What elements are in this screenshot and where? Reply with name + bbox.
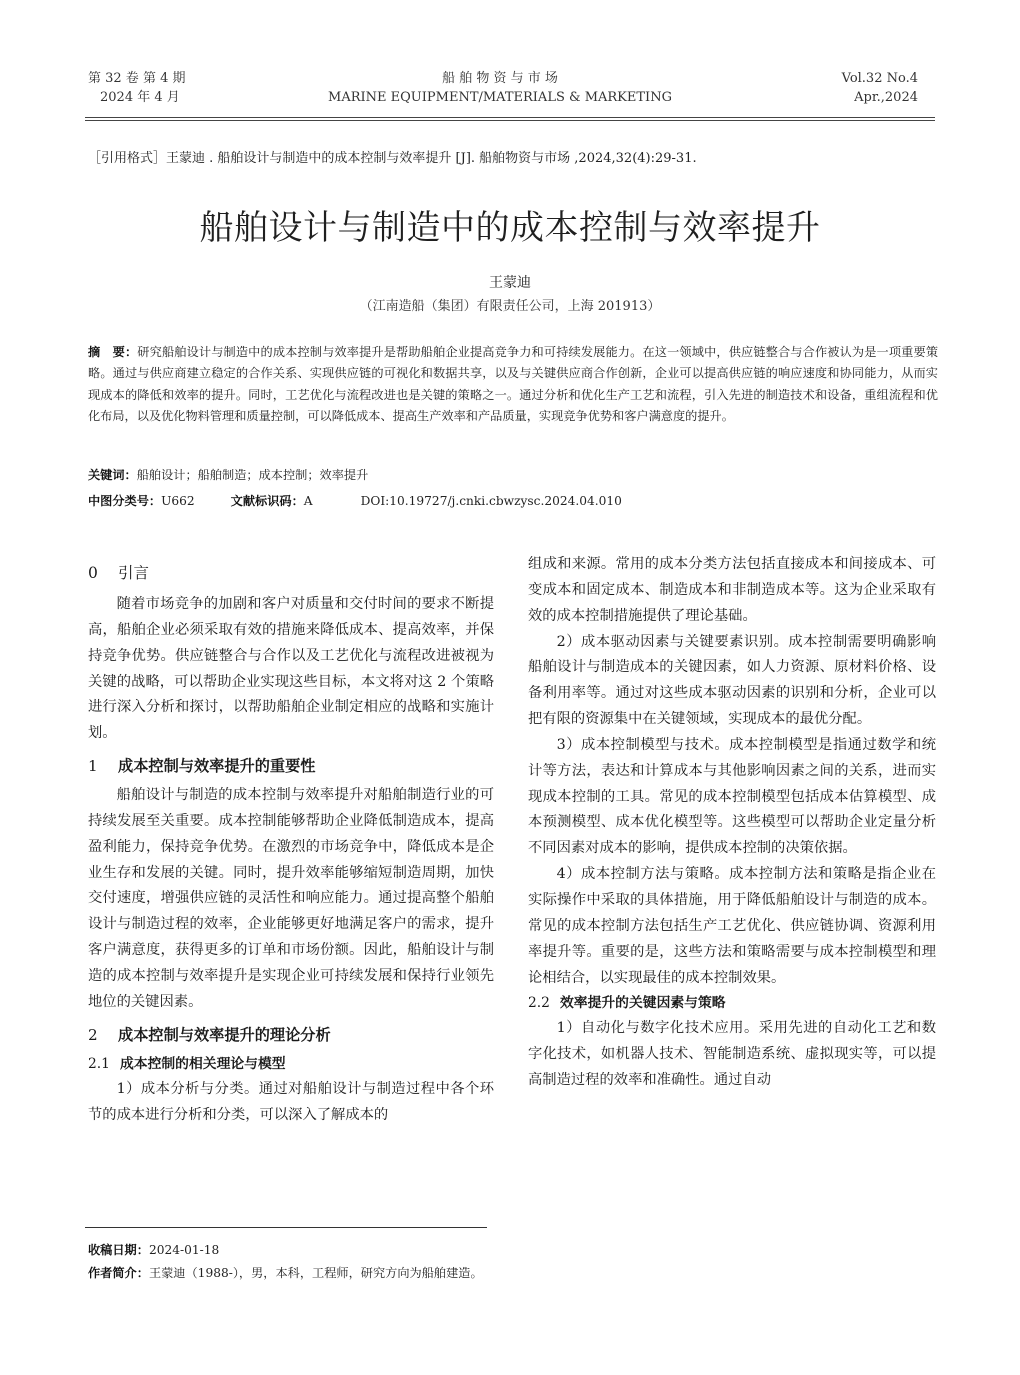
volume-issue-cn: 第 32 卷 第 4 期 (88, 71, 186, 86)
keywords-text: 船舶设计；船舶制造；成本控制；效率提升 (136, 468, 369, 482)
section-1-heading (88, 753, 494, 779)
paragraph: 2）成本驱动因素与关键要素识别。成本控制需要明确影响船舶设计与制造成本的关键因素，如人力资源、原材料价格、设备利用率等。通过对这些成本驱动因素的识别和分析，企业可以把有限的资源集中在关键领域，实现成本的最优分配。 (528, 633, 936, 728)
keywords (88, 466, 368, 483)
author-name: 王蒙迪 (489, 275, 531, 291)
clc-label: 中图分类号： (88, 494, 162, 508)
abstract-label: 摘 要： (88, 345, 138, 359)
subsection-title: 效率提升的关键因素与策略 (560, 995, 726, 1012)
section-title: 引言 (118, 564, 150, 582)
received-value: 2024-01-18 (148, 1243, 220, 1257)
citation-format (88, 147, 697, 166)
header-rule-thin (85, 117, 935, 118)
section-number: 0 (88, 564, 98, 582)
subsection-2-2-heading (528, 991, 936, 1016)
subsection-number: 2.1 (88, 1055, 110, 1072)
journal-volume-info (88, 69, 185, 107)
date-en: Apr.,2024 (854, 90, 918, 105)
bio-label: 作者简介： (88, 1266, 149, 1280)
received-label: 收稿日期： (88, 1243, 149, 1257)
subsection-number: 2.2 (528, 995, 550, 1012)
footnote-rule (85, 1227, 487, 1228)
subsection-2-1-heading (88, 1052, 494, 1077)
section-number: 1 (88, 757, 98, 776)
journal-name (300, 69, 700, 107)
classification-line (88, 492, 622, 509)
citation-text: 王蒙迪 . 船舶设计与制造中的成本控制与效率提升 [J]. 船舶物资与市场 ,2024,32(4):29-31. (166, 151, 697, 166)
abstract (88, 342, 938, 427)
subsection-title: 成本控制的相关理论与模型 (120, 1055, 286, 1072)
section-title: 成本控制与效率提升的重要性 (118, 757, 316, 776)
author-affiliation: （江南造船（集团）有限责任公司，上海 201913） (359, 299, 661, 314)
abstract-text: 研究船舶设计与制造中的成本控制与效率提升是帮助船舶企业提高竞争力和可持续发展能力。在这一领域中，供应链整合与合作被认为是一项重要策略。通过与供应商建立稳定的合作关系、实现供应链的可视化和数据共享，以及与关键供应商合作创新，企业可以提高供应链的响应速度和协同能力，从而实现成本的降低和效率的提升。同时，工艺优化与流程改进也是关键的策略之一。通过分析和优化生产工艺和流程，引入先进的制造技术和设备，重组流程和优化布局，以及优化物料管理和质量控制，可以降低成本、提高生产效率和产品质量，实现竞争优势和客户满意度的提升。 (88, 345, 939, 423)
section-2-heading (88, 1022, 494, 1048)
journal-name-en: MARINE EQUIPMENT/MATERIALS & MARKETING (328, 90, 672, 105)
section-title: 成本控制与效率提升的理论分析 (118, 1025, 331, 1044)
paragraph: 船舶设计与制造的成本控制与效率提升对船舶制造行业的可持续发展至关重要。成本控制能够帮助企业降低制造成本，提高盈利能力，保持竞争优势。在激烈的市场竞争中，降低成本是企业生存和发展的关键。同时，提升效率能够缩短制造周期，加快交付速度，增强供应链的灵活性和响应能力。通过提高整个船舶设计与制造过程的效率，企业能够更好地满足客户的需求，提升客户满意度，获得更多的订单和市场份额。因此，船舶设计与制造的成本控制与效率提升是实现企业可持续发展和保持行业领先地位的关键因素。 (88, 787, 494, 1010)
volume-issue-en: Vol.32 No.4 (841, 71, 918, 86)
doc-code-value: A (303, 494, 313, 508)
bio-value: 王蒙迪（1988-），男，本科，工程师，研究方向为船舶建造。 (148, 1266, 483, 1280)
header-rule-thick (85, 120, 935, 121)
paragraph: 3）成本控制模型与技术。成本控制模型是指通过数学和统计等方法，表达和计算成本与其他影响因素之间的关系，进而实现成本控制的工具。常见的成本控制模型包括成本估算模型、成本预测模型、成本优化模型等。这些模型可以帮助企业定量分析不同因素对成本的影响，提供成本控制的决策依据。 (528, 736, 936, 857)
received-date (88, 1241, 219, 1258)
doi: DOI:10.19727/j.cnki.cbwzysc.2024.04.010 (360, 494, 622, 508)
keywords-label: 关键词： (88, 468, 137, 482)
journal-volume-info-en (842, 69, 918, 107)
paper-title: 船舶设计与制造中的成本控制与效率提升 (199, 208, 821, 248)
body-column-left (88, 556, 494, 1128)
author-bio (88, 1264, 483, 1281)
paragraph: 1）自动化与数字化技术应用。采用先进的自动化工艺和数字化技术，如机器人技术、智能制造系统、虚拟现实等，可以提高制造过程的效率和准确性。通过自动 (528, 1020, 936, 1089)
citation-label: ［引用格式］ (88, 151, 167, 166)
doc-code-label: 文献标识码： (230, 494, 304, 508)
paragraph: 4）成本控制方法与策略。成本控制方法和策略是指企业在实际操作中采取的具体措施，用于降低船舶设计与制造的成本。常见的成本控制方法包括生产工艺优化、供应链协调、资源利用率提升等。重要的是，这些方法和策略需要与成本控制模型和理论相结合，以实现最佳的成本控制效果。 (528, 866, 936, 986)
section-0-heading (88, 560, 494, 586)
paragraph: 1）成本分析与分类。通过对船舶设计与制造过程中各个环节的成本进行分析和分类，可以深入了解成本的 (88, 1080, 494, 1123)
paragraph: 随着市场竞争的加剧和客户对质量和交付时间的要求不断提高，船舶企业必须采取有效的措施来降低成本、提高效率，并保持竞争优势。供应链整合与合作以及工艺优化与流程改进被视为关键的战略，可以帮助企业实现这些目标，本文将对这 2 个策略进行深入分析和探讨，以帮助船舶企业制定相应的战略和实施计划。 (88, 596, 494, 742)
journal-name-cn: 船 舶 物 资 与 市 场 (442, 71, 558, 86)
body-column-right (528, 552, 936, 1094)
clc-value: U662 (161, 494, 195, 508)
paragraph-continued: 组成和来源。常用的成本分类方法包括直接成本和间接成本、可变成本和固定成本、制造成本和非制造成本等。这为企业采取有效的成本控制措施提供了理论基础。 (528, 556, 936, 624)
section-number: 2 (88, 1025, 98, 1044)
date-cn: 2024 年 4 月 (100, 90, 180, 105)
